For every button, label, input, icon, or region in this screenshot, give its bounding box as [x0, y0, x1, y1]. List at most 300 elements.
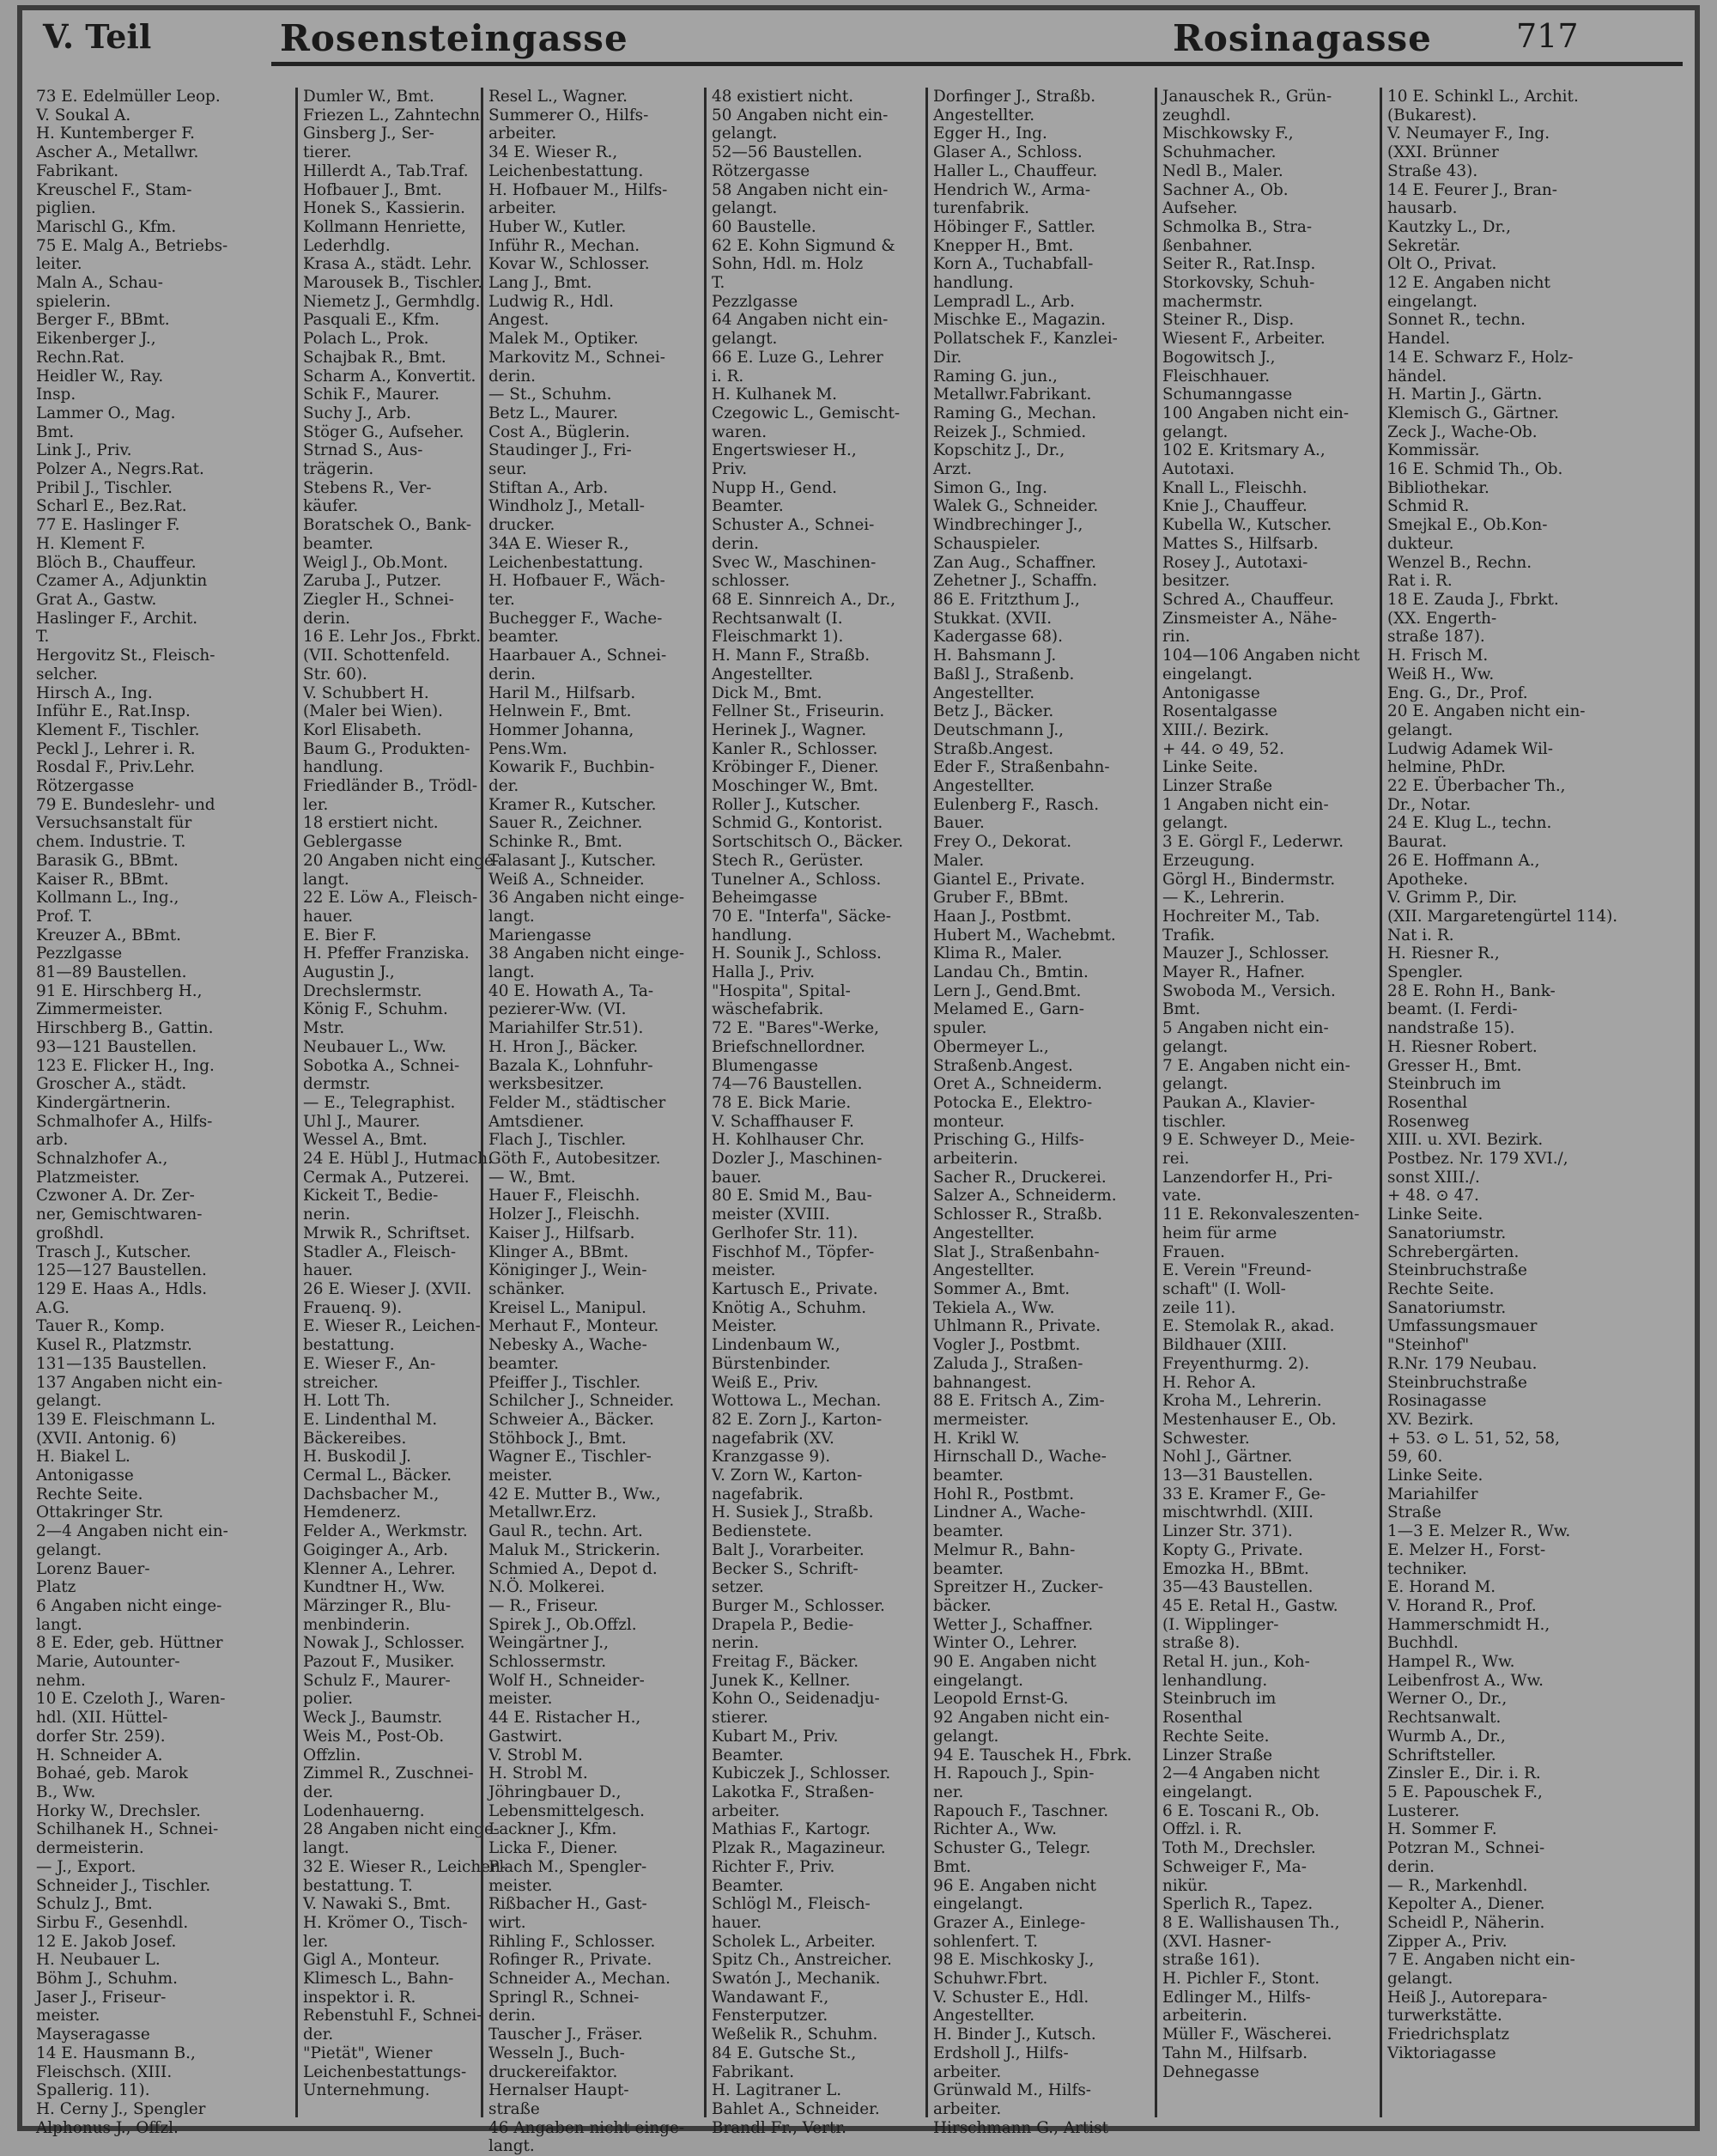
entry-line: — St., Schuhm.	[488, 386, 612, 404]
entry-line: Spallerig. 11).	[36, 2081, 150, 2100]
entry-line: sonst XIII./.	[1387, 1168, 1480, 1187]
entry-line: Arzt.	[933, 460, 972, 479]
entry-line: nagefabrik (XV.	[712, 1429, 834, 1448]
entry-line: seur.	[488, 460, 527, 479]
entry-line: Malek M., Optiker.	[488, 330, 639, 349]
entry-line: 22 E. Löw A., Fleisch-	[303, 889, 478, 908]
entry-line: Str. 60).	[303, 665, 367, 683]
entry-line: (XII. Margaretengürtel 114).	[1387, 907, 1618, 926]
entry-line: Mestenhauser E., Ob.	[1162, 1410, 1337, 1429]
entry-line: Kramer R., Kutscher.	[488, 795, 657, 814]
entry-line: Balt J., Vorarbeiter.	[712, 1540, 865, 1559]
entry-line: Baurat.	[1387, 833, 1447, 852]
entry-line: Mauzer J., Schlosser.	[1162, 944, 1330, 963]
entry-line: XIII. u. XVI. Bezirk.	[1387, 1131, 1544, 1150]
directory-columns	[36, 88, 1686, 2156]
entry-line: Nat i. R.	[1387, 926, 1454, 944]
entry-line: Swoboda M., Versich.	[1162, 981, 1336, 1000]
entry-line: Scharm A., Konvertit.	[303, 367, 476, 386]
entry-line: setzer.	[712, 1578, 764, 1597]
entry-line: zeile 11).	[1162, 1298, 1236, 1317]
entry-line: H. Pichler F., Stont.	[1162, 1970, 1320, 1989]
entry-line: Emozka H., BBmt.	[1162, 1559, 1309, 1578]
entry-line: Jaser J., Friseur-	[36, 1988, 167, 2007]
entry-line: Moschinger W., Bmt.	[712, 777, 878, 796]
entry-line: arb.	[36, 1131, 69, 1150]
entry-line: Stukkat. (XVII.	[933, 609, 1053, 628]
entry-line: gelangt.	[712, 125, 778, 143]
entry-line: piglien.	[36, 199, 96, 218]
entry-line: 34A E. Wieser R.,	[488, 534, 629, 553]
entry-line: werksbesitzer.	[488, 1075, 604, 1094]
entry-line: H. Kohlhauser Chr.	[712, 1131, 865, 1150]
entry-line: Alphonus J., Offzl.	[36, 2118, 179, 2137]
entry-line: menbinderin.	[303, 1615, 410, 1634]
entry-line: Buchhdl.	[1387, 1634, 1459, 1653]
entry-line: derin.	[488, 665, 537, 683]
entry-line: Mariahilfer	[1387, 1485, 1478, 1503]
entry-line: Janauschek R., Grün-	[1162, 88, 1332, 106]
entry-line: Göth F., Autobesitzer.	[488, 1150, 661, 1169]
entry-line: Schwester.	[1162, 1429, 1250, 1448]
entry-line: Platz	[36, 1578, 76, 1597]
entry-line: Honek S., Kassierin.	[303, 199, 466, 218]
entry-line: (Maler bei Wien).	[303, 702, 443, 721]
entry-line: rei.	[1162, 1150, 1190, 1169]
entry-line: 66 E. Luze G., Lehrer	[712, 348, 883, 367]
entry-line: Tunelner A., Schloss.	[712, 870, 882, 889]
entry-line: Zinsmeister A., Nähe-	[1162, 609, 1338, 628]
entry-line: Toth M., Drechsler.	[1162, 1839, 1316, 1858]
entry-line: Schriftsteller.	[1387, 1746, 1496, 1764]
entry-line: beamter.	[933, 1522, 1004, 1541]
entry-line: Weigl J., Ob.Mont.	[303, 553, 448, 572]
entry-line: Schlossermstr.	[488, 1653, 607, 1672]
entry-line: Zehetner J., Schaffn.	[933, 572, 1098, 591]
entry-line: vate.	[1162, 1187, 1202, 1206]
entry-line: händel.	[1387, 367, 1447, 386]
entry-line: derin.	[1387, 1857, 1435, 1876]
entry-line: Schilhanek H., Schnei-	[36, 1820, 219, 1839]
entry-line: Talasant J., Kutscher.	[488, 851, 657, 870]
entry-line: Frauen.	[1162, 1242, 1225, 1261]
entry-line: Kaiser R., BBmt.	[36, 870, 169, 889]
entry-line: Offzlin.	[303, 1746, 361, 1764]
entry-line: Amtsdiener.	[488, 1112, 585, 1131]
entry-line: 94 E. Tauschek H., Fbrk.	[933, 1746, 1132, 1764]
entry-line: Rechtsanwalt.	[1387, 1709, 1502, 1728]
entry-line: Weiß H., Ww.	[1387, 665, 1495, 683]
entry-line: 8 E. Wallishausen Th.,	[1162, 1913, 1340, 1932]
entry-line: langt.	[488, 2137, 535, 2156]
entry-line: Inführ E., Rat.Insp.	[36, 702, 191, 721]
entry-line: 131—135 Baustellen.	[36, 1354, 207, 1373]
entry-line: meister.	[712, 1261, 776, 1280]
entry-line: H. Susiek J., Straßb.	[712, 1503, 874, 1522]
entry-line: Landau Ch., Bmtin.	[933, 963, 1089, 982]
entry-line: Schnalzhofer A.,	[36, 1150, 168, 1169]
entry-line: beamter.	[933, 1467, 1004, 1485]
entry-line: "Pietät", Wiener	[303, 2044, 433, 2062]
entry-line: Lang J., Bmt.	[488, 274, 592, 293]
entry-line: Mayer R., Hafner.	[1162, 963, 1306, 982]
entry-line: 75 E. Malg A., Betriebs-	[36, 236, 228, 255]
entry-line: Hernalser Haupt-	[488, 2081, 629, 2100]
entry-line: Pezzlgasse	[712, 292, 798, 311]
entry-line: Augustin J.,	[303, 963, 395, 982]
entry-line: (XX. Engerth-	[1387, 609, 1497, 628]
entry-line: Zinsler E., Dir. i. R.	[1387, 1764, 1541, 1783]
entry-line: arbeiterin.	[933, 1150, 1018, 1169]
entry-line: beamter.	[488, 1354, 559, 1373]
entry-line: E. Bier F.	[303, 926, 377, 944]
entry-line: H. Bahsmann J.	[933, 647, 1057, 665]
entry-line: Winter O., Lehrer.	[933, 1634, 1077, 1653]
entry-line: der.	[303, 2025, 334, 2044]
entry-line: Mstr.	[303, 1019, 345, 1038]
entry-line: 100 Angaben nicht ein-	[1162, 404, 1350, 422]
entry-line: Kadergasse 68).	[933, 628, 1063, 647]
entry-line: H. Riesner R.,	[1387, 944, 1500, 963]
entry-line: Rosdal F., Priv.Lehr.	[36, 758, 195, 777]
entry-line: Mrwik R., Schriftset.	[303, 1224, 470, 1242]
entry-line: Antonigasse	[1162, 683, 1260, 702]
entry-line: Nupp H., Gend.	[712, 478, 837, 497]
part-label: V. Teil	[43, 17, 152, 56]
entry-line: Marischl G., Kfm.	[36, 217, 177, 236]
entry-line: Spirek J., Ob.Offzl.	[488, 1615, 637, 1634]
entry-line: 137 Angaben nicht ein-	[36, 1373, 223, 1392]
entry-line: Lempradl L., Arb.	[933, 292, 1076, 311]
entry-line: 12 E. Jakob Josef.	[36, 1932, 177, 1951]
entry-line: Hirschmann G., Artist	[933, 2118, 1108, 2137]
entry-line: Zimmermeister.	[36, 1000, 163, 1019]
entry-line: gelangt.	[1387, 720, 1453, 739]
entry-line: 6 E. Toscani R., Ob.	[1162, 1801, 1320, 1820]
entry-line: Ludwig Adamek Wil-	[1387, 739, 1553, 758]
entry-line: Schulz J., Bmt.	[36, 1895, 153, 1914]
entry-line: mischtwrhdl. (XIII.	[1162, 1503, 1314, 1522]
entry-line: 10 E. Czeloth J., Waren-	[36, 1690, 226, 1709]
entry-line: Stiftan A., Arb.	[488, 478, 609, 497]
entry-line: Zan Aug., Schaffner.	[933, 553, 1096, 572]
entry-line: Wenzel B., Rechn.	[1387, 553, 1532, 572]
entry-line: Scharl E., Bez.Rat.	[36, 497, 187, 516]
entry-line: nagefabrik.	[712, 1485, 804, 1503]
entry-line: Richter A., Ww.	[933, 1820, 1057, 1839]
entry-line: arbeiter.	[488, 199, 557, 218]
entry-line: Fellner St., Friseurin.	[712, 702, 885, 721]
entry-line: Wurmb A., Dr.,	[1387, 1727, 1506, 1746]
entry-line: Korn A., Tuchabfall-	[933, 255, 1094, 274]
entry-line: Beamter.	[712, 497, 784, 516]
entry-line: Gigl A., Monteur.	[303, 1951, 440, 1970]
entry-line: Aufseher.	[1162, 199, 1238, 218]
entry-line: A.G.	[36, 1298, 70, 1317]
entry-line: derin.	[712, 534, 760, 553]
entry-line: Potzran M., Schnei-	[1387, 1839, 1545, 1858]
entry-line: Lackner J., Kfm.	[488, 1820, 617, 1839]
entry-line: Eng. G., Dr., Prof.	[1387, 683, 1528, 702]
entry-line: Heiß J., Autorepara-	[1387, 1988, 1548, 2007]
entry-line: ner.	[933, 1782, 964, 1801]
entry-line: Maluk M., Strickerin.	[488, 1540, 661, 1559]
entry-line: Steinbruch im	[1387, 1075, 1502, 1094]
entry-line: H. Krömer O., Tisch-	[303, 1913, 468, 1932]
column-7	[1380, 88, 1717, 2117]
entry-line: Klima R., Maler.	[933, 944, 1063, 963]
entry-line: Hohl R., Postbmt.	[933, 1485, 1075, 1503]
entry-line: Pazout F., Musiker.	[303, 1653, 455, 1672]
entry-line: 90 E. Angaben nicht	[933, 1653, 1096, 1672]
entry-line: handlung.	[303, 758, 384, 777]
entry-line: Schlögl M., Fleisch-	[712, 1895, 871, 1914]
entry-line: XV. Bezirk.	[1387, 1410, 1474, 1429]
entry-line: 11 E. Rekonvaleszenten-	[1162, 1206, 1360, 1224]
entry-line: Helnwein F., Bmt.	[488, 702, 632, 721]
entry-line: H. Binder J., Kutsch.	[933, 2025, 1096, 2044]
entry-line: 40 E. Howath A., Ta-	[488, 981, 654, 1000]
entry-line: Gresser H., Bmt.	[1387, 1056, 1522, 1075]
entry-line: V. Neumayer F., Ing.	[1387, 125, 1550, 143]
entry-line: Windholz J., Metall-	[488, 497, 645, 516]
entry-line: Kroha M., Lehrerin.	[1162, 1392, 1322, 1411]
entry-line: Betz J., Bäcker.	[933, 702, 1054, 721]
entry-line: Slat J., Straßenbahn-	[933, 1242, 1100, 1261]
entry-line: Erzeugung.	[1162, 851, 1255, 870]
entry-line: Offzl. i. R.	[1162, 1820, 1242, 1839]
entry-line: + 44. ⊙ 49, 52.	[1162, 739, 1284, 758]
entry-line: V. Grimm P., Dir.	[1387, 889, 1518, 908]
entry-line: Schneider J., Tischler.	[36, 1876, 211, 1895]
entry-line: Umfassungsmauer	[1387, 1317, 1538, 1336]
entry-line: Glaser A., Schloss.	[933, 143, 1083, 162]
entry-line: Angestellter.	[712, 665, 814, 683]
entry-line: 18 erstiert nicht.	[303, 814, 439, 833]
entry-line: straße	[488, 2099, 540, 2118]
entry-line: 20 Angaben nicht einge-	[303, 851, 500, 870]
entry-line: Linzer Straße	[1162, 1746, 1273, 1764]
entry-line: Schuhmacher.	[1162, 143, 1277, 162]
right-running-title: Rosinagasse	[1173, 17, 1432, 59]
entry-line: straße 161).	[1162, 1951, 1260, 1970]
entry-line: Wolf H., Schneider-	[488, 1671, 645, 1690]
entry-line: 14 E. Hausmann B.,	[36, 2044, 196, 2062]
entry-line: H. Buskodil J.	[303, 1448, 411, 1467]
entry-line: Rötzergasse	[712, 161, 810, 180]
entry-line: E. Wieser F., An-	[303, 1354, 436, 1373]
entry-line: Kaiser J., Hilfsarb.	[488, 1224, 635, 1242]
entry-line: 48 existiert nicht.	[712, 88, 854, 106]
entry-line: Leichenbestattung.	[488, 161, 644, 180]
entry-line: Sauer R., Zeichner.	[488, 814, 643, 833]
entry-line: Lusterer.	[1387, 1801, 1460, 1820]
entry-line: Grünwald M., Hilfs-	[933, 2081, 1092, 2100]
entry-line: Höbinger F., Sattler.	[933, 217, 1096, 236]
entry-line: Sobotka A., Schnei-	[303, 1056, 460, 1075]
entry-line: dermeisterin.	[36, 1839, 144, 1858]
entry-line: Uhl J., Maurer.	[303, 1112, 421, 1131]
entry-line: Pasquali E., Kfm.	[303, 311, 440, 330]
entry-line: Grat A., Gastw.	[36, 590, 157, 609]
entry-line: Kollmann L., Ing.,	[36, 889, 179, 908]
entry-line: Obermeyer L.,	[933, 1037, 1049, 1056]
entry-line: langt.	[303, 1839, 349, 1858]
entry-line: Blumengasse	[712, 1056, 818, 1075]
entry-line: bahnangest.	[933, 1373, 1032, 1392]
entry-line: Lakotka F., Straßen-	[712, 1782, 875, 1801]
entry-line: Freitag F., Bäcker.	[712, 1653, 859, 1672]
entry-line: Schmied A., Depot d.	[488, 1559, 658, 1578]
entry-line: Baßl J., Straßenb.	[933, 665, 1075, 683]
entry-line: wirt.	[488, 1913, 526, 1932]
entry-line: Sperlich R., Tapez.	[1162, 1895, 1314, 1914]
entry-line: nerin.	[712, 1634, 760, 1653]
entry-line: Goiginger A., Arb.	[303, 1540, 448, 1559]
entry-line: mermeister.	[933, 1410, 1029, 1429]
entry-line: Straßb.Angest.	[933, 739, 1054, 758]
entry-line: 64 Angaben nicht ein-	[712, 311, 889, 330]
entry-line: Metallwr.Erz.	[488, 1503, 597, 1522]
entry-line: großhdl.	[36, 1224, 105, 1242]
entry-line: Wagner E., Tischler-	[488, 1448, 652, 1467]
entry-line: Steinbruchstraße	[1387, 1261, 1527, 1280]
entry-line: Kohn O., Seidenadju-	[712, 1690, 880, 1709]
entry-line: Felder M., städtischer	[488, 1093, 666, 1112]
entry-line: Bürstenbinder.	[712, 1354, 831, 1373]
entry-line: Sonnet R., techn.	[1387, 311, 1526, 330]
entry-line: Schlosser R., Straßb.	[933, 1206, 1103, 1224]
entry-line: ter.	[488, 590, 515, 609]
entry-line: V. Strobl M.	[488, 1746, 583, 1764]
entry-line: machermstr.	[1162, 292, 1264, 311]
entry-line: selcher.	[36, 665, 98, 683]
entry-line: 52—56 Baustellen.	[712, 143, 863, 162]
entry-line: Stech R., Gerüster.	[712, 851, 864, 870]
entry-line: drucker.	[488, 516, 555, 535]
entry-line: Vogler J., Postbmt.	[933, 1336, 1081, 1355]
entry-line: 28 Angaben nicht einge-	[303, 1820, 500, 1839]
entry-line: 26 E. Hoffmann A.,	[1387, 851, 1540, 870]
entry-line: Walek G., Schneider.	[933, 497, 1099, 516]
entry-line: beamter.	[933, 1559, 1004, 1578]
entry-line: H. Lott Th.	[303, 1392, 391, 1411]
entry-line: Hauer F., Fleischh.	[488, 1187, 640, 1206]
entry-line: Viktoriagasse	[1387, 2044, 1496, 2062]
entry-line: Storkovsky, Schuh-	[1162, 274, 1315, 293]
entry-line: Tahn M., Hilfsarb.	[1162, 2044, 1308, 2062]
entry-line: H. Schneider A.	[36, 1746, 163, 1764]
entry-line: Steinbruch im	[1162, 1690, 1277, 1709]
entry-line: Rechte Seite.	[1162, 1727, 1270, 1746]
entry-line: Angestellter.	[933, 1261, 1035, 1280]
entry-line: wäschefabrik.	[712, 1000, 824, 1019]
entry-line: Rosenweg	[1387, 1112, 1470, 1131]
entry-line: Weingärtner J.,	[488, 1634, 609, 1653]
entry-line: 42 E. Mutter B., Ww.,	[488, 1485, 661, 1503]
entry-line: Czwoner A. Dr. Zer-	[36, 1187, 195, 1206]
entry-line: Strnad S., Aus-	[303, 441, 423, 460]
entry-line: Rebenstuhl F., Schnei-	[303, 2007, 482, 2025]
entry-line: Kreisel L., Manipul.	[488, 1298, 646, 1317]
entry-line: 13—31 Baustellen.	[1162, 1467, 1314, 1485]
entry-line: 74—76 Baustellen.	[712, 1075, 863, 1094]
entry-line: Ziegler H., Schnei-	[303, 590, 454, 609]
entry-line: T.	[36, 628, 50, 647]
entry-line: Scheidl P., Näherin.	[1387, 1913, 1545, 1932]
entry-line: H. Martin J., Gärtn.	[1387, 386, 1543, 404]
entry-line: Berger F., BBmt.	[36, 311, 170, 330]
entry-line: Fleischmarkt 1).	[712, 628, 844, 647]
entry-line: 34 E. Wieser R.,	[488, 143, 618, 162]
entry-line: Heidler W., Ray.	[36, 367, 164, 386]
entry-line: Zipper A., Priv.	[1387, 1932, 1508, 1951]
column-6	[1155, 88, 1387, 2117]
entry-line: langt.	[36, 1615, 82, 1634]
entry-line: Kowarik F., Buchbin-	[488, 758, 655, 777]
entry-line: T.	[712, 274, 725, 293]
entry-line: Bauer.	[933, 814, 985, 833]
entry-line: Trafik.	[1162, 926, 1216, 944]
entry-line: Stebens R., Ver-	[303, 478, 432, 497]
entry-line: Pezzlgasse	[36, 944, 123, 963]
entry-line: Angestellter.	[933, 106, 1035, 125]
entry-line: 92 Angaben nicht ein-	[933, 1709, 1110, 1728]
entry-line: H. Hofbauer F., Wäch-	[488, 572, 665, 591]
entry-line: B., Ww.	[36, 1782, 96, 1801]
entry-line: Rosey J., Autotaxi-	[1162, 553, 1308, 572]
entry-line: R.Nr. 179 Neubau.	[1387, 1354, 1538, 1373]
entry-line: Sekretär.	[1387, 236, 1461, 255]
entry-line: — K., Lehrerin.	[1162, 889, 1285, 908]
entry-line: Deutschmann J.,	[933, 720, 1065, 739]
entry-line: bäcker.	[933, 1596, 992, 1615]
entry-line: (I. Wipplinger-	[1162, 1615, 1279, 1634]
entry-line: Hochreiter M., Tab.	[1162, 907, 1320, 926]
entry-line: Prisching G., Hilfs-	[933, 1131, 1084, 1150]
entry-line: Salzer A., Schneiderm.	[933, 1187, 1117, 1206]
entry-line: H. Riesner Robert.	[1387, 1037, 1538, 1056]
entry-line: Schweier A., Bäcker.	[488, 1410, 655, 1429]
entry-line: Betz L., Maurer.	[488, 404, 619, 422]
entry-line: Angestellter.	[933, 2007, 1035, 2025]
entry-line: Böhm J., Schuhm.	[36, 1970, 178, 1989]
entry-line: Klenner A., Lehrer.	[303, 1559, 456, 1578]
entry-line: gelangt.	[1162, 422, 1229, 441]
entry-line: Hampel R., Ww.	[1387, 1653, 1515, 1672]
entry-line: V. Nawaki S., Bmt.	[303, 1895, 452, 1914]
entry-line: Inführ R., Mechan.	[488, 236, 640, 255]
entry-line: Drechslermstr.	[303, 981, 422, 1000]
entry-line: 123 E. Flicker H., Ing.	[36, 1056, 215, 1075]
entry-line: derin.	[303, 609, 351, 628]
entry-line: gelangt.	[36, 1392, 102, 1411]
entry-line: Kreuzer A., BBmt.	[36, 926, 181, 944]
entry-line: H. Sounik J., Schloss.	[712, 944, 882, 963]
entry-line: rin.	[1162, 628, 1191, 647]
entry-line: Kollmann Henriette,	[303, 217, 466, 236]
entry-line: Retal H. jun., Koh-	[1162, 1653, 1310, 1672]
entry-line: Platzmeister.	[36, 1168, 140, 1187]
entry-line: Wiesent F., Arbeiter.	[1162, 330, 1326, 349]
entry-line: V. Schuster E., Hdl.	[933, 1988, 1089, 2007]
entry-line: 26 E. Wieser J. (XVII.	[303, 1280, 472, 1298]
entry-line: Handel.	[1387, 330, 1451, 349]
entry-line: Kubart M., Priv.	[712, 1727, 839, 1746]
entry-line: der.	[303, 1782, 334, 1801]
entry-line: Schmid R.	[1387, 497, 1470, 516]
entry-line: 88 E. Fritsch A., Zim-	[933, 1392, 1105, 1411]
